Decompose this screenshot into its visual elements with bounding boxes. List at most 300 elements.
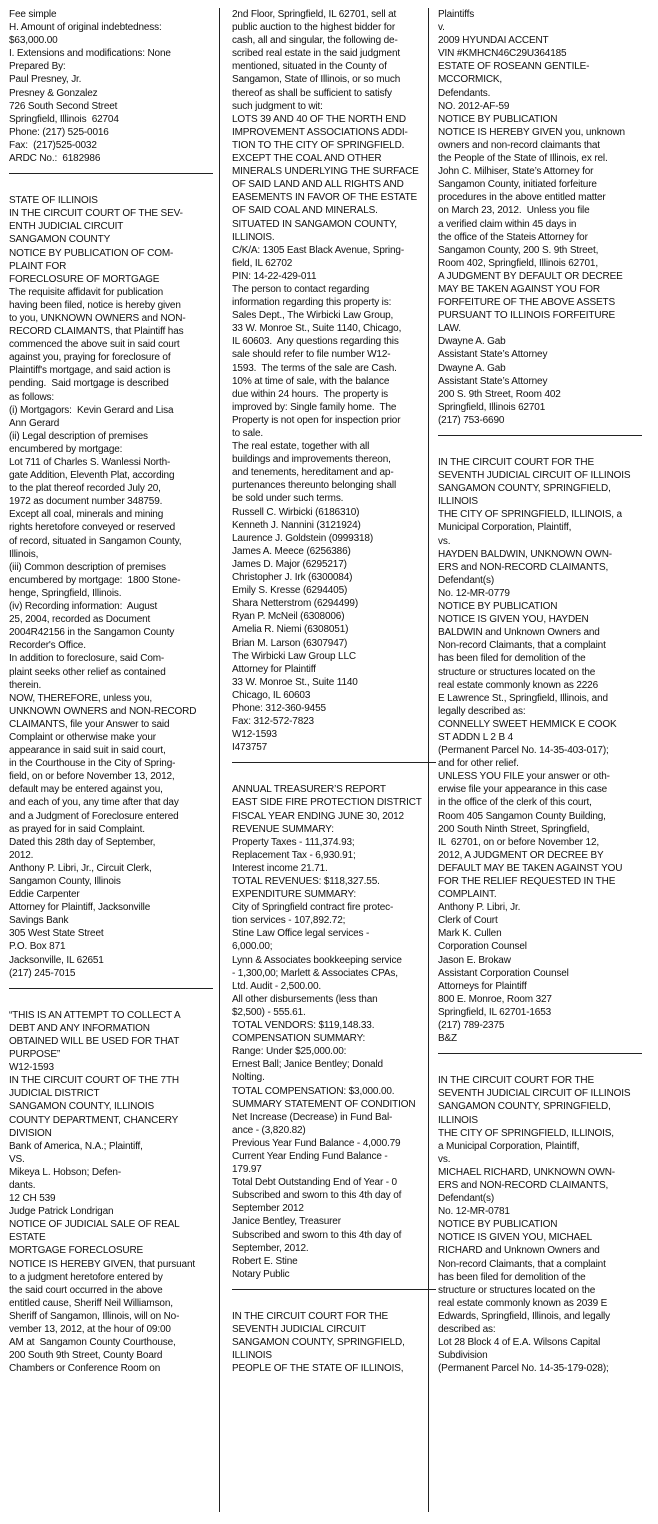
notice-text-line: SUMMARY STATEMENT OF CONDITION bbox=[232, 1098, 416, 1110]
notice-text-line: Robert E. Stine bbox=[232, 1255, 298, 1267]
notice-text-line: a Municipal Corporation, Plaintiff, bbox=[438, 1140, 580, 1152]
notice-text-line: Room 405 Sangamon County Building, bbox=[438, 810, 606, 822]
notice-text-line: public auction to the highest bidder for bbox=[232, 22, 395, 34]
notice-text-line: John C. Milhiser, State’s Attorney for bbox=[438, 166, 594, 178]
notice-text-line: ance - (3,820.82) bbox=[232, 1124, 306, 1136]
notice-text-line: NOW, THEREFORE, unless you, bbox=[9, 692, 153, 704]
notice-text-line: NOTICE BY PUBLICATION bbox=[438, 1219, 558, 1231]
notice-text-line: Janice Bentley, Treasurer bbox=[232, 1216, 341, 1228]
notice-text-line: 179.97 bbox=[232, 1164, 262, 1176]
notice-text-line: In addition to foreclosure, said Com- bbox=[9, 653, 165, 665]
notice-text-line: VS. bbox=[9, 1153, 25, 1165]
notice-text-line: Sangamon, State of Illinois, or so much bbox=[232, 74, 401, 86]
legal-notice bbox=[438, 1074, 642, 1375]
legal-notice bbox=[232, 1310, 436, 1375]
notice-text-line: ESTATE OF ROSEANN GENTILE- bbox=[438, 61, 590, 73]
notice-text-line: Assistant State’s Attorney bbox=[438, 375, 548, 387]
notice-text-line: as follows: bbox=[9, 391, 55, 403]
notice-text-line: 2004R42156 in the Sangamon County bbox=[9, 627, 175, 639]
notice-text-line: and each of you, any time after that day bbox=[9, 797, 179, 809]
notice-text-line: Mark K. Cullen bbox=[438, 928, 502, 940]
notice-text-line: Mikeya L. Hobson; Defen- bbox=[9, 1166, 122, 1178]
notice-text-line: MICHAEL RICHARD, UNKNOWN OWN- bbox=[438, 1166, 615, 1178]
notice-text-line: I473757 bbox=[232, 742, 268, 754]
notice-text-line: SITUATED IN SANGAMON COUNTY, bbox=[232, 218, 397, 230]
notice-text-line: structure or structures located on the bbox=[438, 1284, 596, 1296]
notice-text-line: to sale. bbox=[232, 428, 264, 439]
notice-text-line: Lot 711 of Charles S. Wanlessi North- bbox=[9, 457, 171, 468]
notice-text-line: Sheriff of Sangamon, Illinois, will on No- bbox=[9, 1310, 180, 1322]
notice-text-line: Dwayne A. Gab bbox=[438, 362, 506, 374]
notice-separator-rule bbox=[232, 1289, 436, 1290]
notice-text-line: (iii) Common description of premises bbox=[9, 561, 166, 573]
notice-text-line: IN THE CIRCUIT COURT FOR THE bbox=[438, 1075, 595, 1087]
notice-text-line: plaint seeks other relief as contained bbox=[9, 666, 166, 678]
notice-text-line: Municipal Corporation, Plaintiff, bbox=[438, 522, 572, 534]
notice-text-line: EXCEPT THE COAL AND OTHER bbox=[232, 153, 382, 165]
notice-text-line: COMPENSATION SUMMARY: bbox=[232, 1033, 366, 1045]
notice-separator-rule bbox=[9, 988, 213, 989]
notice-text-line: EAST SIDE FIRE PROTECTION DISTRICT bbox=[232, 797, 422, 809]
notice-text-line: IL 62701, on or before November 12, bbox=[438, 836, 600, 848]
notice-text-line: (217) 753-6690 bbox=[438, 414, 505, 426]
notice-text-line: 200 South Ninth Street, Springfield, bbox=[438, 823, 590, 835]
notice-text-line: therein. bbox=[9, 679, 42, 691]
notice-text-line: IMPROVEMENT ASSOCIATIONS ADDI- bbox=[232, 126, 408, 138]
notice-text-line: field, on or before November 13, 2012, bbox=[9, 771, 175, 783]
notice-text-line: CLAIMANTS, file your Answer to said bbox=[9, 718, 170, 730]
notice-text-line: Dwayne A. Gab bbox=[438, 336, 506, 348]
notice-text-line: Fee simple bbox=[9, 9, 57, 20]
notice-text-line: 12 CH 539 bbox=[9, 1193, 56, 1205]
notice-text-line: PEOPLE OF THE STATE OF ILLINOIS, bbox=[232, 1363, 404, 1375]
notice-text-line: 200 South 9th Street, County Board bbox=[9, 1350, 163, 1362]
notice-text-line: Sales Dept., The Wirbicki Law Group, bbox=[232, 310, 394, 322]
notice-text-line: (217) 789-2375 bbox=[438, 1020, 505, 1032]
notice-text-line: information regarding this property is: bbox=[232, 297, 392, 309]
notice-text-line: THE CITY OF SPRINGFIELD, ILLINOIS, bbox=[438, 1127, 614, 1139]
notice-text-line: improved by: Single family home. The bbox=[232, 401, 397, 413]
notice-text-line: ERS and NON-RECORD CLAIMANTS, bbox=[438, 1179, 609, 1191]
notice-text-line: Clerk of Court bbox=[438, 915, 498, 927]
notice-text-line: Chambers or Conference Room on bbox=[9, 1363, 161, 1375]
notice-text-line: a verified claim within 45 days in bbox=[438, 218, 577, 230]
notice-text-line: Nolting. bbox=[232, 1072, 265, 1084]
notice-text-line: Attorney for Plaintiff, Jacksonville bbox=[9, 902, 151, 914]
notice-text-line: STATE OF ILLINOIS bbox=[9, 195, 98, 207]
notice-text-line: 1593. The terms of the sale are Cash. bbox=[232, 362, 397, 374]
notice-text-line: purtenances thereunto belonging shall bbox=[232, 480, 397, 492]
notice-text-line: and tenements, hereditament and ap- bbox=[232, 467, 394, 479]
notice-text-line: THE CITY OF SPRINGFIELD, ILLINOIS, a bbox=[438, 509, 622, 521]
notice-text-line: JUDICIAL DISTRICT bbox=[9, 1088, 100, 1100]
notice-text-line: NOTICE BY PUBLICATION bbox=[438, 601, 558, 613]
notice-text-line: Assistant Corporation Counsel bbox=[438, 967, 569, 979]
notice-text-line: NOTICE OF JUDICIAL SALE OF REAL bbox=[9, 1219, 180, 1231]
notice-text-line: sale should refer to file number W12- bbox=[232, 349, 391, 361]
notice-text-line: real estate commonly known as 2039 E bbox=[438, 1297, 608, 1309]
notice-text-line: IN THE CIRCUIT COURT OF THE 7TH bbox=[9, 1075, 179, 1087]
notice-text-line: Sangamon County, Illinois bbox=[9, 876, 121, 887]
notice-text-line: H. Amount of original indebtedness: bbox=[9, 22, 162, 34]
notice-text-line: vs. bbox=[438, 1153, 451, 1165]
notice-text-line: 1972 as document number 348759. bbox=[9, 496, 163, 508]
notice-text-line: HAYDEN BALDWIN, UNKNOWN OWN- bbox=[438, 548, 612, 560]
notice-text-line: Anthony P. Libri, Jr. bbox=[438, 902, 521, 914]
notice-text-line: NOTICE IS GIVEN YOU, MICHAEL bbox=[438, 1232, 592, 1244]
notice-text-line: having been filed, notice is hereby given bbox=[9, 299, 181, 311]
notice-text-line: FORECLOSURE OF MORTGAGE bbox=[9, 273, 160, 285]
notice-text-line: ILLINOIS. bbox=[232, 231, 275, 243]
notice-text-line: SEVENTH JUDICIAL CIRCUIT OF ILLINOIS bbox=[438, 470, 631, 482]
notice-text-line: SEVENTH JUDICIAL CIRCUIT OF ILLINOIS bbox=[438, 1088, 631, 1100]
notice-text-line: real estate commonly known as 2226 bbox=[438, 679, 598, 691]
notice-text-line: Judge Patrick Londrigan bbox=[9, 1206, 114, 1218]
notice-text-line: FORFEITURE OF THE ABOVE ASSETS bbox=[438, 297, 616, 309]
notice-text-line: W12-1593 bbox=[232, 729, 277, 741]
notice-text-line: Ltd. Audit - 2,500.00. bbox=[232, 980, 321, 992]
notice-text-line: Property is not open for inspection prior bbox=[232, 414, 401, 426]
notice-text-line: Paul Presney, Jr. bbox=[9, 74, 82, 86]
notice-text-line: has been filed for demolition of the bbox=[438, 653, 586, 665]
notice-text-line: Attorney for Plaintiff bbox=[232, 663, 316, 675]
notice-text-line: Phone: (217) 525-0016 bbox=[9, 126, 109, 138]
notice-text-line: 6,000.00; bbox=[232, 941, 273, 953]
notice-text-line: PURSUANT TO ILLINOIS FORFEITURE bbox=[438, 310, 616, 322]
notice-text-line: entitled cause, Sheriff Neil Williamson, bbox=[9, 1297, 173, 1309]
notice-text-line: NOTICE BY PUBLICATION bbox=[438, 113, 558, 125]
notice-text-line: the said court occurred in the above bbox=[9, 1284, 163, 1296]
notice-text-line: in the office of the clerk of this court, bbox=[438, 797, 592, 809]
notice-text-line: (i) Mortgagors: Kevin Gerard and Lisa bbox=[9, 404, 174, 416]
notice-text-line: tion services - 107,892.72; bbox=[232, 915, 346, 927]
notice-text-line: Laurence J. Goldstein (0999318) bbox=[232, 532, 373, 544]
notice-text-line: OF SAID COAL AND MINERALS. bbox=[232, 205, 378, 217]
notice-text-line: Property Taxes - 111,374.93; bbox=[232, 836, 355, 848]
notice-text-line: TION TO THE CITY OF SPRINGFIELD. bbox=[232, 139, 405, 151]
notice-text-line: Christopher J. Irk (6300084) bbox=[232, 572, 353, 584]
notice-text-line: Corporation Counsel bbox=[438, 941, 527, 953]
notice-text-line: Assistant State’s Attorney bbox=[438, 349, 548, 361]
legal-notice bbox=[232, 783, 436, 1281]
notice-text-line: Replacement Tax - 6,930.91; bbox=[232, 849, 356, 861]
notice-text-line: MINERALS UNDERLYING THE SURFACE bbox=[232, 166, 419, 178]
notice-text-line: against you, praying for foreclosure of bbox=[9, 352, 171, 364]
notice-text-line: Plaintiffs bbox=[438, 9, 475, 20]
notice-text-line: Lynn & Associates bookkeeping service bbox=[232, 954, 402, 966]
legal-notices-column-1 bbox=[9, 8, 213, 1375]
notice-text-line: 25, 2004, recorded as Document bbox=[9, 614, 151, 626]
notice-text-line: RICHARD and Unknown Owners and bbox=[438, 1245, 600, 1257]
notice-text-line: cash, all and singular, the following de- bbox=[232, 35, 398, 47]
notice-text-line: SANGAMON COUNTY, SPRINGFIELD, bbox=[438, 1101, 611, 1113]
notice-text-line: (217) 245-7015 bbox=[9, 967, 76, 979]
notice-text-line: (Permanent Parcel No. 14-35-179-028); bbox=[438, 1363, 609, 1375]
notice-text-line: September 2012 bbox=[232, 1203, 304, 1215]
notice-text-line: DIVISION bbox=[9, 1127, 52, 1139]
notice-text-line: Defendants. bbox=[438, 87, 491, 99]
notice-text-line: Lot 28 Block 4 of E.A. Wilsons Capital bbox=[438, 1337, 601, 1349]
notice-text-line: EXPENDITURE SUMMARY: bbox=[232, 889, 357, 901]
notice-text-line: Russell C. Wirbicki (6186310) bbox=[232, 506, 360, 518]
notice-text-line: Sangamon County, initiated forfeiture bbox=[438, 179, 597, 191]
notice-text-line: LOTS 39 AND 40 OF THE NORTH END bbox=[232, 113, 406, 125]
notice-text-line: Defendant(s) bbox=[438, 1193, 495, 1205]
notice-text-line: PURPOSE” bbox=[9, 1049, 61, 1061]
notice-text-line: buildings and improvements thereon, bbox=[232, 454, 391, 466]
notice-text-line: Ernest Ball; Janice Bentley; Donald bbox=[232, 1059, 383, 1071]
notice-text-line: ARDC No.: 6182986 bbox=[9, 153, 101, 165]
notice-text-line: 800 E. Monroe, Room 327 bbox=[438, 993, 552, 1005]
notice-text-line: IN THE CIRCUIT COURT FOR THE bbox=[232, 1310, 389, 1322]
notice-text-line: Interest income 21.71. bbox=[232, 862, 328, 874]
notice-text-line: Bank of America, N.A.; Plaintiff, bbox=[9, 1140, 143, 1152]
notice-text-line: field, IL 62702 bbox=[232, 257, 293, 269]
notice-text-line: PLAINT FOR bbox=[9, 260, 67, 272]
notice-text-line: ILLINOIS bbox=[438, 1114, 478, 1126]
notice-text-line: A JUDGMENT BY DEFAULT OR DECREE bbox=[438, 270, 623, 282]
notice-text-line: Springfield, IL 62701-1653 bbox=[438, 1006, 552, 1018]
notice-text-line: be sold under such terms. bbox=[232, 493, 344, 505]
notice-text-line: Springfield, Illinois 62701 bbox=[438, 401, 546, 413]
notice-text-line: structure or structures located on the bbox=[438, 666, 596, 678]
notice-text-line: Illinois, bbox=[9, 548, 39, 560]
notice-text-line: on March 23, 2012. Unless you file bbox=[438, 205, 590, 217]
notice-text-line: James A. Meece (6256386) bbox=[232, 545, 351, 557]
notice-text-line: Presney & Gonzalez bbox=[9, 87, 98, 99]
notice-text-line: Anthony P. Libri, Jr., Circuit Clerk, bbox=[9, 862, 152, 874]
notice-text-line: OBTAINED WILL BE USED FOR THAT bbox=[9, 1035, 180, 1047]
notice-text-line: (Permanent Parcel No. 14-35-403-017); bbox=[438, 745, 609, 757]
notice-text-line: Subscribed and sworn to this 4th day of bbox=[232, 1190, 402, 1202]
notice-text-line: E Lawrence St., Springfield, Illinois, and bbox=[438, 692, 608, 704]
notice-text-line: Previous Year Fund Balance - 4,000.79 bbox=[232, 1137, 401, 1149]
notice-text-line: as prayed for in said Complaint. bbox=[9, 823, 145, 835]
notice-text-line: Jason E. Brokaw bbox=[438, 954, 511, 966]
notice-text-line: ILLINOIS bbox=[232, 1350, 272, 1362]
notice-text-line: of record, situated in Sangamon County, bbox=[9, 535, 182, 547]
legal-notice bbox=[232, 8, 436, 754]
notice-text-line: CONNELLY SWEET HEMMICK E COOK bbox=[438, 718, 617, 730]
notice-text-line: scribed real estate in the said judgment bbox=[232, 48, 400, 60]
legal-notices-column-3 bbox=[438, 8, 642, 1375]
notice-text-line: SANGAMON COUNTY bbox=[9, 234, 111, 246]
notice-separator-rule bbox=[9, 173, 213, 174]
notice-text-line: SEVENTH JUDICIAL CIRCUIT bbox=[232, 1324, 366, 1335]
notice-text-line: (ii) Legal description of premises bbox=[9, 430, 148, 442]
notice-text-line: 2012. bbox=[9, 849, 34, 861]
notice-text-line: Subdivision bbox=[438, 1350, 488, 1362]
notice-text-line: ILLINOIS bbox=[438, 496, 478, 508]
notice-text-line: owners and non-record claimants that bbox=[438, 139, 600, 151]
notice-text-line: Eddie Carpenter bbox=[9, 889, 80, 901]
notice-text-line: IN THE CIRCUIT COURT OF THE SEV- bbox=[9, 208, 183, 220]
notice-text-line: Amelia R. Niemi (6308051) bbox=[232, 624, 349, 636]
notice-text-line: 2012, A JUDGMENT OR DECREE BY bbox=[438, 849, 604, 861]
notice-text-line: W12-1593 bbox=[9, 1062, 54, 1074]
notice-text-line: LAW. bbox=[438, 323, 461, 335]
notice-text-line: BALDWIN and Unknown Owners and bbox=[438, 627, 600, 639]
notice-text-line: NO. 2012-AF-59 bbox=[438, 100, 510, 112]
notice-text-line: VIN #KMHCN46C29U364185 bbox=[438, 48, 567, 60]
legal-notice bbox=[438, 456, 642, 1045]
notice-text-line: RECORD CLAIMANTS, that Plaintiff has bbox=[9, 326, 184, 338]
notice-text-line: default may be entered against you, bbox=[9, 784, 163, 796]
notice-text-line: thereof as shall be sufficient to satisfy bbox=[232, 87, 392, 99]
notice-text-line: Except all coal, minerals and mining bbox=[9, 509, 164, 521]
notice-text-line: and for other relief. bbox=[438, 758, 519, 770]
notice-text-line: Recorder's Office. bbox=[9, 640, 86, 652]
notice-text-line: 305 West State Street bbox=[9, 928, 104, 940]
notice-text-line: UNKNOWN OWNERS and NON-RECORD bbox=[9, 705, 197, 717]
notice-text-line: 10% at time of sale, with the balance bbox=[232, 375, 390, 387]
notice-text-line: IL 60603. Any questions regarding this bbox=[232, 336, 399, 348]
notice-text-line: MAY BE TAKEN AGAINST YOU FOR bbox=[438, 283, 600, 295]
notice-text-line: and a Judgment of Foreclosure entered bbox=[9, 810, 179, 822]
notice-text-line: All other disbursements (less than bbox=[232, 993, 378, 1005]
notice-text-line: Net Increase (Decrease) in Fund Bal- bbox=[232, 1111, 393, 1123]
notice-text-line: The requisite affidavit for publication bbox=[9, 286, 164, 298]
notice-text-line: Plaintiff's mortgage, and said action is bbox=[9, 365, 171, 377]
notice-text-line: Ryan P. McNeil (6308006) bbox=[232, 611, 345, 623]
notice-text-line: The Wirbicki Law Group LLC bbox=[232, 650, 356, 662]
notice-text-line: IN THE CIRCUIT COURT FOR THE bbox=[438, 457, 595, 468]
notice-text-line: REVENUE SUMMARY: bbox=[232, 823, 334, 835]
notice-text-line: Prepared By: bbox=[9, 61, 66, 73]
notice-text-line: described as: bbox=[438, 1324, 496, 1335]
notice-text-line: Kenneth J. Nannini (3121924) bbox=[232, 519, 361, 531]
notice-text-line: Fax: (217)525-0032 bbox=[9, 139, 97, 151]
notice-text-line: to a judgment heretofore entered by bbox=[9, 1271, 163, 1283]
notice-text-line: Complaint or otherwise make your bbox=[9, 731, 156, 743]
notice-text-line: No. 12-MR-0781 bbox=[438, 1206, 510, 1218]
notice-text-line: Subscribed and sworn to this 4th day of bbox=[232, 1229, 402, 1241]
notice-text-line: Savings Bank bbox=[9, 915, 69, 927]
legal-notice bbox=[9, 1009, 213, 1376]
notice-text-line: $2,500) - 555.61. bbox=[232, 1006, 306, 1018]
notice-text-line: Notary Public bbox=[232, 1268, 290, 1280]
notice-text-line: ANNUAL TREASURER’S REPORT bbox=[232, 784, 386, 796]
notice-text-line: AM at Sangamon County Courthouse, bbox=[9, 1337, 176, 1349]
notice-text-line: Dated this 28th day of September, bbox=[9, 836, 156, 848]
notice-text-line: to you, UNKNOWN OWNERS and NON- bbox=[9, 312, 186, 324]
legal-notice bbox=[9, 194, 213, 980]
notice-text-line: such judgment to wit: bbox=[232, 100, 323, 112]
notice-text-line: City of Springfield contract fire protec- bbox=[232, 902, 394, 914]
notice-text-line: mentioned, situated in the County of bbox=[232, 61, 387, 73]
notice-text-line: - 1,300,00; Marlett & Associates CPAs, bbox=[232, 967, 398, 979]
notice-text-line: ST ADDN L 2 B 4 bbox=[438, 731, 514, 743]
notice-text-line: MORTGAGE FORECLOSURE bbox=[9, 1245, 144, 1257]
notice-text-line: $63,000.00 bbox=[9, 35, 58, 47]
notice-text-line: UNLESS YOU FILE your answer or oth- bbox=[438, 771, 610, 783]
notice-text-line: COUNTY DEPARTMENT, CHANCERY bbox=[9, 1114, 179, 1126]
notice-text-line: vember 13, 2012, at the hour of 09:00 bbox=[9, 1324, 171, 1335]
notice-text-line: SANGAMON COUNTY, SPRINGFIELD, bbox=[232, 1337, 405, 1349]
legal-notice bbox=[438, 8, 642, 427]
notice-text-line: Non-record Claimants, that a complaint bbox=[438, 640, 606, 652]
notice-text-line: NOTICE BY PUBLICATION OF COM- bbox=[9, 247, 174, 259]
notice-text-line: due within 24 hours. The property is bbox=[232, 388, 389, 400]
notice-text-line: 33 W. Monroe St., Suite 1140, Chicago, bbox=[232, 323, 402, 335]
notice-text-line: Brian M. Larson (6307947) bbox=[232, 637, 348, 649]
notice-text-line: v. bbox=[438, 22, 445, 34]
legal-notice bbox=[9, 8, 213, 165]
notice-text-line: gate Addition, Eleventh Plat, according bbox=[9, 470, 175, 482]
notice-text-line: The person to contact regarding bbox=[232, 283, 370, 295]
notice-text-line: Total Debt Outstanding End of Year - 0 bbox=[232, 1177, 397, 1189]
notice-text-line: procedures in the above entitled matter bbox=[438, 192, 606, 204]
notice-text-line: SANGAMON COUNTY, SPRINGFIELD, bbox=[438, 483, 611, 495]
notice-text-line: NOTICE IS GIVEN YOU, HAYDEN bbox=[438, 614, 589, 626]
notice-text-line: DEFAULT MAY BE TAKEN AGAINST YOU bbox=[438, 862, 623, 874]
notice-text-line: FISCAL YEAR ENDING JUNE 30, 2012 bbox=[232, 810, 404, 822]
notice-separator-rule bbox=[232, 762, 436, 763]
notice-text-line: commenced the above suit in said court bbox=[9, 339, 180, 351]
notice-text-line: Emily S. Kresse (6294405) bbox=[232, 585, 348, 597]
notice-text-line: Fax: 312-572-7823 bbox=[232, 716, 314, 728]
notice-text-line: C/K/A: 1305 East Black Avenue, Spring- bbox=[232, 244, 404, 256]
notice-text-line: SANGAMON COUNTY, ILLINOIS bbox=[9, 1101, 154, 1113]
notice-text-line: Room 402, Springfield, Illinois 62701, bbox=[438, 257, 598, 269]
notice-text-line: henge, Springfield, Illinois. bbox=[9, 587, 122, 599]
notice-text-line: September, 2012. bbox=[232, 1242, 309, 1254]
notice-text-line: (iv) Recording information: August bbox=[9, 601, 158, 613]
notice-text-line: Chicago, IL 60603 bbox=[232, 689, 311, 701]
notice-text-line: appearance in said suit in said court, bbox=[9, 745, 166, 757]
notice-text-line: 2009 HYUNDAI ACCENT bbox=[438, 35, 549, 47]
notice-text-line: PIN: 14-22-429-011 bbox=[232, 270, 317, 282]
notice-text-line: encumbered by mortgage: bbox=[9, 443, 123, 455]
notice-text-line: Range: Under $25,000.00: bbox=[232, 1046, 347, 1058]
notice-separator-rule bbox=[438, 435, 642, 436]
legal-notices-column-2 bbox=[232, 8, 436, 1375]
notice-text-line: COMPLAINT. bbox=[438, 889, 497, 901]
notice-text-line: P.O. Box 871 bbox=[9, 941, 66, 953]
notice-text-line: to the plat thereof recorded July 20, bbox=[9, 483, 161, 495]
notice-text-line: DEBT AND ANY INFORMATION bbox=[9, 1022, 150, 1034]
notice-text-line: No. 12-MR-0779 bbox=[438, 587, 510, 599]
notice-separator-rule bbox=[438, 1053, 642, 1054]
notice-text-line: Edwards, Springfield, Illinois, and legally bbox=[438, 1310, 610, 1322]
column-divider bbox=[428, 8, 429, 1512]
notice-text-line: Ann Gerard bbox=[9, 417, 60, 429]
notice-text-line: Jacksonville, IL 62651 bbox=[9, 954, 104, 966]
notice-text-line: Phone: 312-360-9455 bbox=[232, 702, 326, 714]
notice-text-line: B&Z bbox=[438, 1033, 457, 1045]
notice-text-line: rights heretofore conveyed or reserved bbox=[9, 522, 176, 534]
notice-text-line: Springfield, Illinois 62704 bbox=[9, 113, 119, 125]
notice-text-line: Shara Netterstrom (6294499) bbox=[232, 598, 359, 610]
notice-text-line: pending. Said mortgage is described bbox=[9, 378, 169, 390]
notice-text-line: legally described as: bbox=[438, 705, 526, 717]
notice-text-line: Defendant(s) bbox=[438, 574, 495, 586]
notice-text-line: MCCORMICK, bbox=[438, 74, 503, 86]
notice-text-line: I. Extensions and modifications: None bbox=[9, 48, 171, 60]
column-divider bbox=[219, 8, 220, 1512]
notice-text-line: erwise file your appearance in this case bbox=[438, 784, 608, 796]
notice-text-line: OF SAID LAND AND ALL RIGHTS AND bbox=[232, 179, 404, 191]
notice-text-line: 33 W. Monroe St., Suite 1140 bbox=[232, 676, 358, 688]
notice-text-line: 726 South Second Street bbox=[9, 100, 118, 112]
notice-text-line: Sangamon County, 200 S. 9th Street, bbox=[438, 244, 599, 256]
notice-text-line: NOTICE IS HEREBY GIVEN, that pursuant bbox=[9, 1258, 196, 1270]
notice-text-line: “THIS IS AN ATTEMPT TO COLLECT A bbox=[9, 1009, 181, 1021]
notice-text-line: encumbered by mortgage: 1800 Stone- bbox=[9, 574, 181, 586]
notice-text-line: ESTATE bbox=[9, 1232, 46, 1244]
notice-text-line: ERS and NON-RECORD CLAIMANTS, bbox=[438, 561, 609, 573]
notice-text-line: dants. bbox=[9, 1179, 36, 1191]
